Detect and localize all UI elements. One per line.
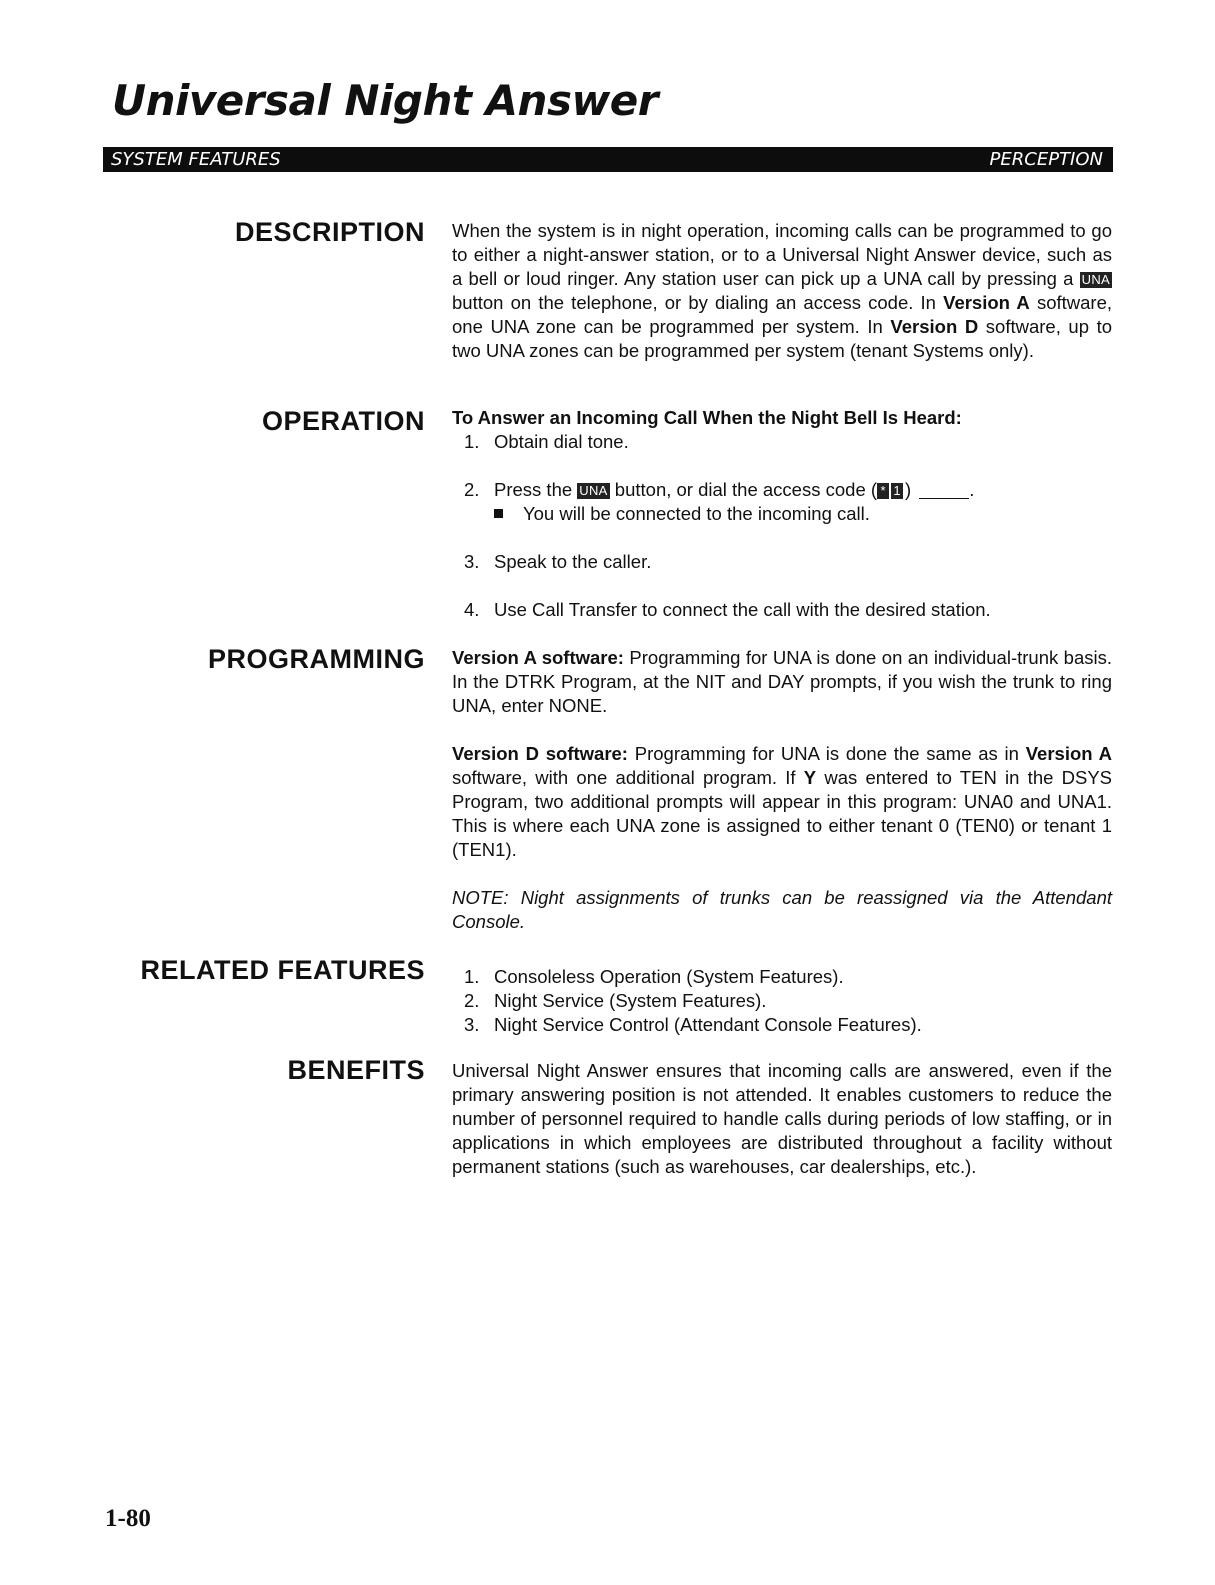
operation-subheading: To Answer an Incoming Call When the Night Bell Is Heard: [452,407,962,428]
access-code-blank [919,482,969,499]
related-feature-item: 1. Consoleless Operation (System Features). [464,966,844,987]
programming-note: NOTE: Night assignments of trunks can be reassigned via the Attendant Console. [452,887,1112,932]
operation-step-1: 1. Obtain dial tone. [464,431,629,452]
operation-body [452,406,1112,622]
programming-body: Version A software: Programming for UNA is done on an individual-trunk basis. In the DTRK Program, at the NIT and DAY prompts, if you wish the trunk to ring UNA, enter NONE. Version D software: Programming for UNA is done the same as in Version A software, with one additional program. If Y was entered to TEN in the DSYS Program, two additional prompts will appear in this program: UNA0 and UNA1. This is where each UNA zone is assigned to either tenant 0 (TEN0) or tenant 1 (TEN1). NOTE: Night assignments of trunks can be reassigned via the Attendant Console. [452,647,1113,932]
operation-step-2-result: You will be connected to the incoming call. [523,503,870,524]
description-body [452,219,1112,363]
description-heading: DESCRIPTION [234,217,425,247]
star-key-icon: * [877,483,889,499]
related-features-heading: RELATED FEATURES [140,955,425,985]
description-text-2: button on the telephone, or by dialing an access code. In [452,292,936,313]
version-a-text: Programming for UNA is done on an individual-trunk basis. In the DTRK Program, at the NIT and DAY prompts, if you wish the trunk to ring UNA, enter NONE. [452,647,1113,716]
version-a-label: Version A [1025,743,1113,764]
description-text-4: software, up to two UNA zones can be programmed per system (tenant Systems only). [452,316,1113,361]
header-product-label: PERCEPTION [989,149,1103,170]
bullet-icon [494,509,503,518]
related-feature-item: 3. Night Service Control (Attendant Console Features). [464,1014,922,1035]
version-a-software-label: Version A software: [452,647,624,668]
programming-heading: PROGRAMMING [208,644,425,674]
version-d-label: Version D [890,316,979,337]
version-d-software-label: Version D software: [452,743,628,764]
related-features-body [452,965,1112,1037]
y-value: Y [803,767,817,788]
page-number: 1-80 [105,1505,151,1532]
una-key-icon: UNA [1081,272,1111,287]
operation-heading: OPERATION [261,406,425,436]
page-title: Universal Night Answer [112,76,658,125]
header-section-label: SYSTEM FEATURES [111,149,281,170]
operation-step-3: 3. Speak to the caller. [464,551,652,572]
benefits-text: Universal Night Answer ensures that incoming calls are answered, even if the primary answering position is not attended. It enables customers to reduce the number of personnel required to handle calls during periods of low staffing, or in applications in which employees are distributed throughout a facility without permanent stations (such as warehouses, car dealerships, etc.). [452,1060,1112,1177]
related-feature-item: 2. Night Service (System Features). [464,990,767,1011]
una-key-icon: UNA [579,483,608,498]
operation-step-2: 2. Press the UNA button, or dial the access code ( * 1 ) . You will be connected to the incoming call. [464,479,975,524]
header-band [103,147,1113,172]
benefits-body [452,1059,1112,1179]
benefits-heading: BENEFITS [287,1055,425,1085]
operation-step-4: 4. Use Call Transfer to connect the call with the desired station. [464,599,991,620]
description-text-1: When the system is in night operation, incoming calls can be programmed to go to either a night-answer station, or to a Universal Night Answer device, such as a bell or loud ringer. Any station user can pick up a UNA call by pressing a [452,220,1112,289]
one-key-icon: 1 [891,483,903,499]
description-text-3: software, one UNA zone can be programmed per system. In [452,292,1113,337]
version-a-label: Version A [943,292,1030,313]
